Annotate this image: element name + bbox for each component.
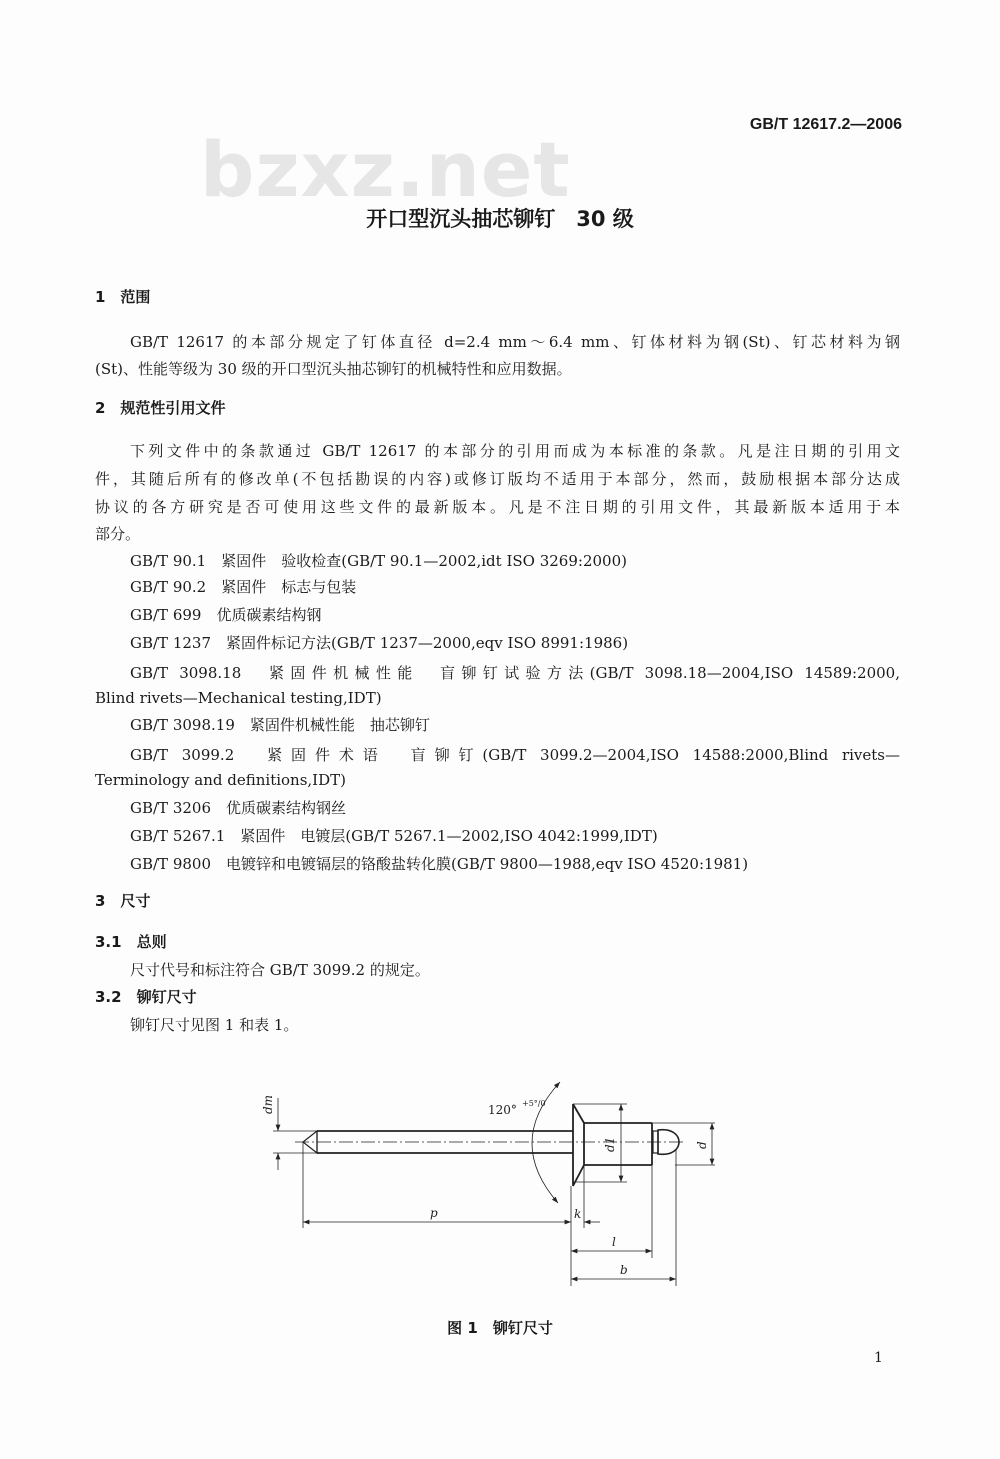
paragraph-line: 下列文件中的条款通过 GB/T 12617 的本部分的引用而成为本标准的条款。凡是注日期的引用文 [130,442,900,460]
k-label: k [574,1207,582,1221]
reference-item: GB/T 3099.2 紧固件术语 盲铆钉(GB/T 3099.2—2004,ISO 14588:2000,Blind rivets— [130,746,900,764]
angle-tolerance: +5°/0 [522,1099,546,1108]
document-title: 开口型沉头抽芯铆钉 30 级 [366,207,634,231]
reference-item: GB/T 90.1 紧固件 验收检查(GB/T 90.1—2002,idt ISO 3269:2000) [130,552,627,570]
d-label: d [695,1141,709,1149]
paragraph-line: 协议的各方研究是否可使用这些文件的最新版本。凡是不注日期的引用文件，其最新版本适用于本 [95,498,900,516]
reference-item: GB/T 3098.18 紧固件机械性能 盲铆钉试验方法(GB/T 3098.18—2004,ISO 14589:2000, [130,664,900,682]
l-label: l [612,1235,616,1249]
watermark: bzxz.net [200,125,571,214]
paragraph-line: GB/T 12617 的本部分规定了钉体直径 d=2.4 mm～6.4 mm、钉体材料为钢(St)、钉芯材料为钢 [130,333,900,351]
paragraph-line: 部分。 [95,525,141,543]
paragraph-line: (St)、性能等级为 30 级的开口型沉头抽芯铆钉的机械特性和应用数据。 [95,360,572,378]
reference-item: GB/T 3098.19 紧固件机械性能 抽芯铆钉 [130,716,430,734]
reference-item-cont: Terminology and definitions,IDT) [95,771,346,789]
b-label: b [620,1263,628,1277]
section-3-heading: 3 尺寸 [95,892,151,910]
section-1-heading: 1 范围 [95,288,151,306]
paragraph-line: 件，其随后所有的修改单(不包括勘误的内容)或修订版均不适用于本部分，然而，鼓励根据本部分达成 [95,470,900,488]
dm-label: dm [261,1094,275,1114]
paragraph-line: 尺寸代号和标注符合 GB/T 3099.2 的规定。 [130,961,430,979]
standard-number: GB/T 12617.2—2006 [749,116,902,133]
reference-item: GB/T 9800 电镀锌和电镀镉层的铬酸盐转化膜(GB/T 9800—1988,eqv ISO 4520:1981) [130,855,749,873]
page-number: 1 [874,1350,883,1366]
section-3-1-heading: 3.1 总则 [95,933,167,951]
reference-item: GB/T 699 优质碳素结构钢 [130,606,322,624]
p-label: p [430,1206,438,1220]
reference-item: GB/T 90.2 紧固件 标志与包装 [130,578,357,596]
reference-item: GB/T 5267.1 紧固件 电镀层(GB/T 5267.1—2002,ISO 4042:1999,IDT) [130,827,658,845]
section-2-heading: 2 规范性引用文件 [95,399,226,417]
figure-caption: 图 1 铆钉尺寸 [447,1319,553,1337]
paragraph-line: 铆钉尺寸见图 1 和表 1。 [130,1016,299,1034]
reference-item: GB/T 1237 紧固件标记方法(GB/T 1237—2000,eqv ISO 8991:1986) [130,634,629,652]
reference-item-cont: Blind rivets—Mechanical testing,IDT) [95,689,382,707]
reference-item: GB/T 3206 优质碳素结构钢丝 [130,799,347,817]
section-3-2-heading: 3.2 铆钉尺寸 [95,988,197,1006]
angle-label: 120° [488,1103,517,1117]
d1-label: d1 [603,1136,617,1152]
